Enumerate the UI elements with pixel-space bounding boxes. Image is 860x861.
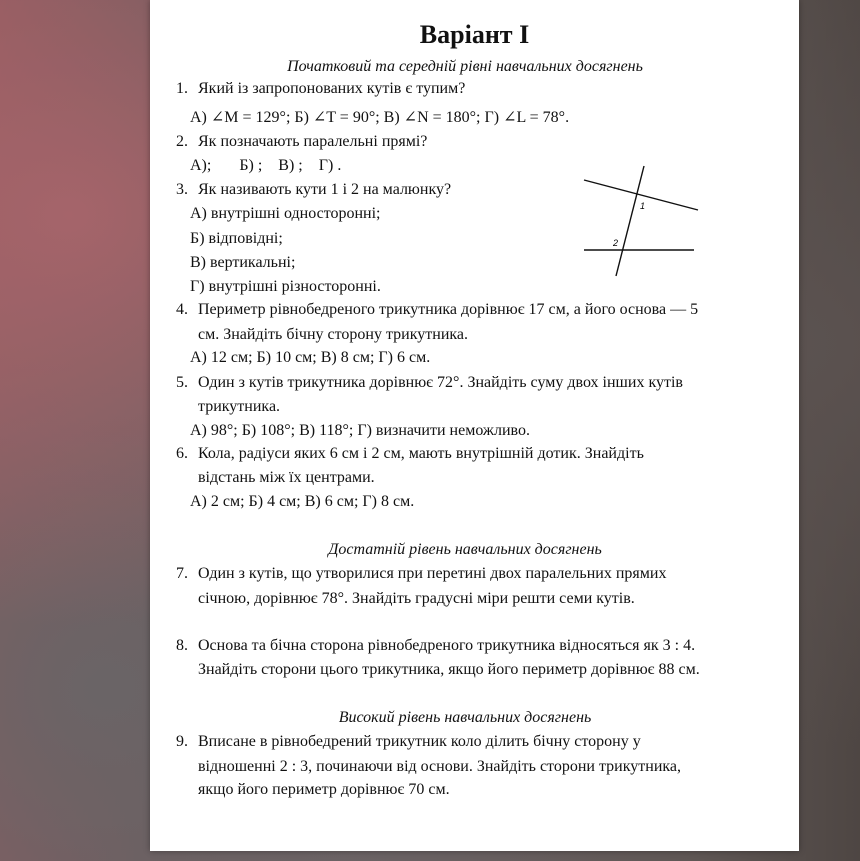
question-1-answers: А) ∠M = 129°; Б) ∠T = 90°; В) ∠N = 180°; Г) ∠L = 78°. xyxy=(190,109,570,126)
question-6 xyxy=(176,444,644,464)
question-7-line-2: січною, дорівнює 78°. Знайдіть градусні міри решти семи кутів. xyxy=(198,590,635,607)
question-6-line-2: відстань між їх центрами. xyxy=(198,469,375,486)
question-number: 5. xyxy=(176,374,188,391)
page-title: Варіант І xyxy=(419,20,530,49)
question-6-answers: А) 2 см; Б) 4 см; В) 6 см; Г) 8 см. xyxy=(190,493,415,510)
question-text: Один з кутів, що утворилися при перетині двох паралельних прямих xyxy=(198,565,667,582)
question-3-option-c: В) вертикальні; xyxy=(190,254,296,271)
section-heading-sufficient: Достатній рівень навчальних досягнень xyxy=(328,541,602,558)
question-number: 3. xyxy=(176,181,188,198)
question-3 xyxy=(176,180,451,200)
question-number: 6. xyxy=(176,445,188,462)
question-number: 2. xyxy=(176,133,188,150)
figure-transversal xyxy=(616,166,644,276)
question-2 xyxy=(176,132,427,152)
question-3-option-d: Г) внутрішні різносторонні. xyxy=(190,278,381,295)
question-1 xyxy=(176,79,465,99)
question-5 xyxy=(176,373,683,393)
question-5-line-2: трикутника. xyxy=(198,398,281,415)
question-9-line-3: якщо його периметр дорівнює 70 см. xyxy=(198,781,450,798)
transversal-figure xyxy=(580,160,702,280)
question-3-option-b: Б) відповідні; xyxy=(190,230,283,247)
section-heading-high: Високий рівень навчальних досягнень xyxy=(338,709,592,726)
question-3-option-a: А) внутрішні односторонні; xyxy=(190,205,381,222)
question-8 xyxy=(176,636,695,656)
question-7 xyxy=(176,564,666,584)
question-9-line-2: відношенні 2 : 3, починаючи від основи. Знайдіть сторони трикутника, xyxy=(198,758,682,775)
question-text: Один з кутів трикутника дорівнює 72°. Знайдіть суму двох інших кутів xyxy=(198,374,683,391)
angle-label-2: 2 xyxy=(613,238,619,248)
question-number: 1. xyxy=(176,80,188,97)
question-text: Вписане в рівнобедрений трикутник коло ділить бічну сторону у xyxy=(198,733,641,750)
question-number: 7. xyxy=(176,565,188,582)
question-9 xyxy=(176,732,641,752)
question-text: Який із запропонованих кутів є тупим? xyxy=(198,80,466,97)
question-4-line-2: см. Знайдіть бічну сторону трикутника. xyxy=(198,326,469,343)
question-8-line-2: Знайдіть сторони цього трикутника, якщо його периметр дорівнює 88 см. xyxy=(198,661,700,678)
question-4 xyxy=(176,300,698,320)
question-number: 4. xyxy=(176,301,188,318)
section-heading-initial: Початковий та середній рівні навчальних досягнень xyxy=(287,58,643,75)
question-text: Периметр рівнобедреного трикутника дорівнює 17 см, а його основа — 5 xyxy=(198,301,699,318)
question-2-answers: А); Б) ; В) ; Г) . xyxy=(190,157,342,174)
worksheet-page xyxy=(150,0,799,851)
question-4-answers: А) 12 см; Б) 10 см; В) 8 см; Г) 6 см. xyxy=(190,349,431,366)
question-text: Кола, радіуси яких 6 см і 2 см, мають внутрішній дотик. Знайдіть xyxy=(198,445,644,462)
question-number: 8. xyxy=(176,637,188,654)
question-text: Як називають кути 1 і 2 на малюнку? xyxy=(198,181,452,198)
question-number: 9. xyxy=(176,733,188,750)
question-text: Як позначають паралельні прямі? xyxy=(198,133,428,150)
question-text: Основа та бічна сторона рівнобедреного трикутника відносяться як 3 : 4. xyxy=(198,637,696,654)
question-5-answers: А) 98°; Б) 108°; В) 118°; Г) визначити неможливо. xyxy=(190,422,530,439)
angle-label-1: 1 xyxy=(640,201,646,211)
